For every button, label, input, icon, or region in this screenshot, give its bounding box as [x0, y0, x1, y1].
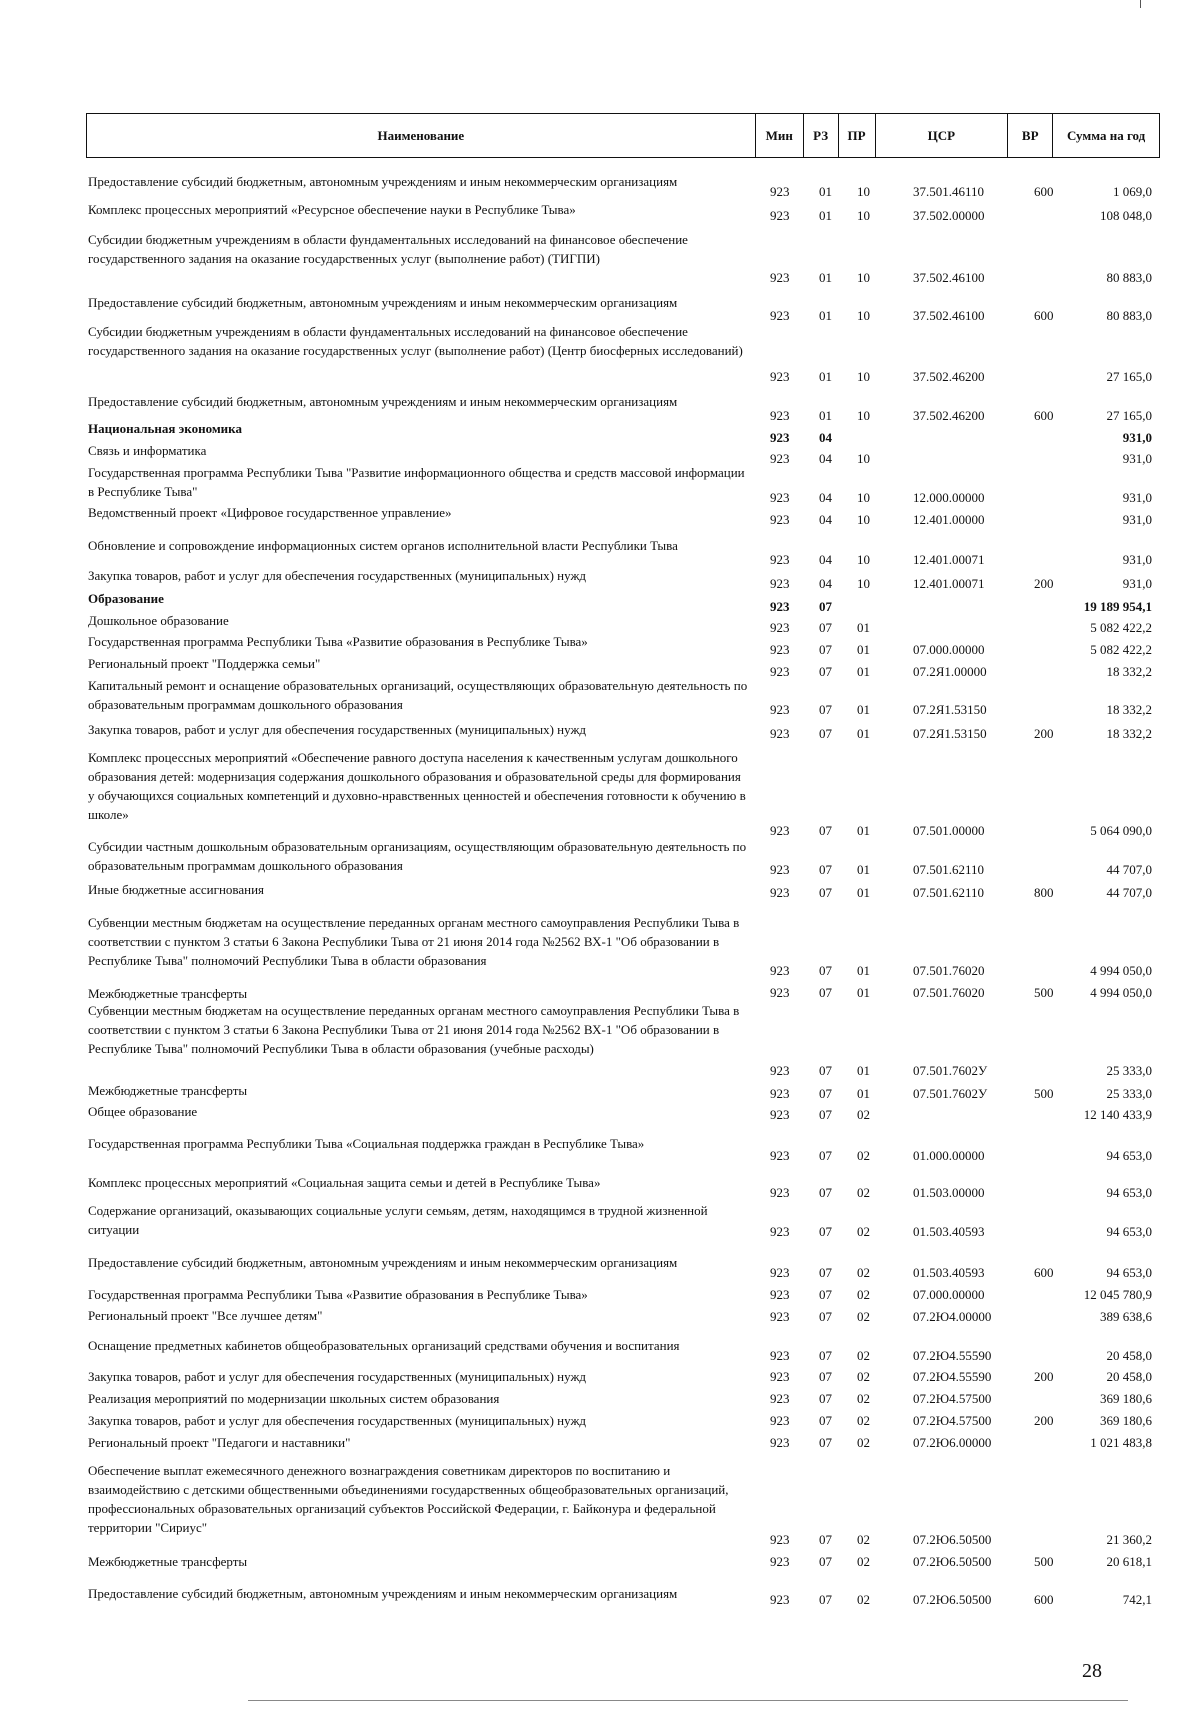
row-pr: 02 [857, 1532, 870, 1547]
row-name: Региональный проект "Все лучшее детям" [88, 1308, 323, 1323]
row-name: Комплекс процессных мероприятий «Ресурсное обеспечение науки в Республике Тыва» [88, 202, 576, 217]
row-min: 923 [770, 1063, 790, 1078]
row-csr: 07.2Ю6.00000 [913, 1435, 992, 1450]
row-rz: 07 [819, 1554, 832, 1569]
row-csr: 37.502.46200 [913, 408, 985, 423]
row-name: Дошкольное образование [88, 613, 229, 628]
row-pr: 10 [857, 408, 870, 423]
row-sum: 18 332,2 [1106, 702, 1152, 717]
row-rz: 04 [819, 490, 832, 505]
row-min: 923 [770, 1309, 790, 1324]
table-header [86, 113, 1160, 158]
row-sum: 5 064 090,0 [1090, 823, 1152, 838]
row-rz: 07 [819, 1369, 832, 1384]
row-min: 923 [770, 1391, 790, 1406]
row-pr: 01 [857, 726, 870, 741]
row-min: 923 [770, 1348, 790, 1363]
row-pr: 02 [857, 1224, 870, 1239]
row-vr: 200 [1034, 1369, 1054, 1384]
row-sum: 1 069,0 [1113, 184, 1152, 199]
row-sum: 4 994 050,0 [1090, 963, 1152, 978]
row-min: 923 [770, 885, 790, 900]
row-sum: 44 707,0 [1106, 862, 1152, 877]
row-rz: 07 [819, 702, 832, 717]
row-sum: 108 048,0 [1100, 208, 1152, 223]
header-rz: РЗ [804, 114, 839, 157]
row-min: 923 [770, 642, 790, 657]
row-pr: 10 [857, 490, 870, 505]
row-csr: 12.000.00000 [913, 490, 985, 505]
row-pr: 02 [857, 1265, 870, 1280]
row-rz: 07 [819, 862, 832, 877]
row-min: 923 [770, 408, 790, 423]
row-min: 923 [770, 308, 790, 323]
row-name: Предоставление субсидий бюджетным, автономным учреждениям и иным некоммерческим организациям [88, 1586, 678, 1601]
row-min: 923 [770, 1532, 790, 1547]
row-rz: 07 [819, 885, 832, 900]
row-csr: 07.501.76020 [913, 963, 985, 978]
row-min: 923 [770, 1435, 790, 1450]
row-sum: 931,0 [1122, 451, 1152, 466]
row-sum: 931,0 [1122, 576, 1152, 591]
row-csr: 12.401.00071 [913, 552, 985, 567]
row-min: 923 [770, 963, 790, 978]
row-csr: 07.2Я1.53150 [913, 702, 987, 717]
row-min: 923 [770, 664, 790, 679]
row-name: Реализация мероприятий по модернизации школьных систем образования [88, 1391, 500, 1406]
row-min: 923 [770, 1287, 790, 1302]
row-pr: 01 [857, 702, 870, 717]
row-rz: 04 [819, 451, 832, 466]
row-pr: 01 [857, 642, 870, 657]
row-name: Предоставление субсидий бюджетным, автономным учреждениям и иным некоммерческим организациям [88, 295, 678, 310]
row-vr: 200 [1034, 1413, 1054, 1428]
row-rz: 07 [819, 1265, 832, 1280]
row-pr: 10 [857, 184, 870, 199]
row-min: 923 [770, 985, 790, 1000]
row-rz: 04 [819, 552, 832, 567]
row-csr: 01.503.40593 [913, 1265, 985, 1280]
row-csr: 07.2Ю6.50500 [913, 1554, 992, 1569]
row-csr: 37.501.46110 [913, 184, 985, 199]
row-min: 923 [770, 512, 790, 527]
row-sum: 931,0 [1122, 552, 1152, 567]
row-pr: 01 [857, 664, 870, 679]
row-rz: 07 [819, 1532, 832, 1547]
row-rz: 07 [819, 1348, 832, 1363]
row-sum: 12 045 780,9 [1083, 1287, 1152, 1302]
row-name: Закупка товаров, работ и услуг для обеспечения государственных (муниципальных) нужд [88, 1413, 587, 1428]
row-name: Иные бюджетные ассигнования [88, 882, 265, 897]
row-name: Субсидии частным дошкольным образовательным организациям, осуществляющим образовательную деятельность по образовательным программам дошкольного образования [88, 839, 747, 873]
header-name: Наименование [87, 114, 756, 157]
row-rz: 07 [819, 726, 832, 741]
row-pr: 02 [857, 1348, 870, 1363]
row-vr: 200 [1034, 726, 1054, 741]
row-rz: 07 [819, 1063, 832, 1078]
row-rz: 07 [819, 985, 832, 1000]
row-min: 923 [770, 1554, 790, 1569]
row-sum: 1 021 483,8 [1090, 1435, 1152, 1450]
row-vr: 200 [1034, 576, 1054, 591]
row-csr: 07.2Ю4.55590 [913, 1348, 992, 1363]
row-vr: 600 [1034, 408, 1054, 423]
row-rz: 07 [819, 1413, 832, 1428]
row-min: 923 [770, 576, 790, 591]
row-csr: 07.501.00000 [913, 823, 985, 838]
row-csr: 37.502.46100 [913, 308, 985, 323]
row-name: Образование [88, 591, 164, 606]
row-name: Общее образование [88, 1104, 198, 1119]
row-rz: 01 [819, 270, 832, 285]
row-name: Государственная программа Республики Тыва "Развитие информационного общества и средств массовой информации в Республике Тыва" [88, 465, 745, 499]
row-pr: 02 [857, 1148, 870, 1163]
row-csr: 07.501.7602У [913, 1063, 988, 1078]
row-min: 923 [770, 862, 790, 877]
row-min: 923 [770, 726, 790, 741]
row-pr: 10 [857, 270, 870, 285]
row-rz: 01 [819, 408, 832, 423]
row-csr: 01.000.00000 [913, 1148, 985, 1163]
row-sum: 931,0 [1122, 430, 1152, 445]
row-rz: 07 [819, 1148, 832, 1163]
row-vr: 600 [1034, 1265, 1054, 1280]
row-vr: 600 [1034, 184, 1054, 199]
row-name: Закупка товаров, работ и услуг для обеспечения государственных (муниципальных) нужд [88, 722, 587, 737]
row-csr: 12.401.00071 [913, 576, 985, 591]
row-name: Предоставление субсидий бюджетным, автономным учреждениям и иным некоммерческим организациям [88, 174, 678, 189]
row-csr: 07.501.7602У [913, 1086, 988, 1101]
row-rz: 07 [819, 620, 832, 635]
row-sum: 20 458,0 [1106, 1348, 1152, 1363]
row-rz: 07 [819, 1309, 832, 1324]
row-rz: 07 [819, 963, 832, 978]
row-name: Связь и информатика [88, 443, 207, 458]
row-sum: 27 165,0 [1106, 408, 1152, 423]
row-csr: 01.503.40593 [913, 1224, 985, 1239]
row-pr: 10 [857, 576, 870, 591]
row-pr: 02 [857, 1287, 870, 1302]
row-rz: 07 [819, 664, 832, 679]
row-name: Региональный проект "Педагоги и наставники" [88, 1435, 351, 1450]
row-pr: 10 [857, 369, 870, 384]
row-rz: 01 [819, 208, 832, 223]
row-min: 923 [770, 490, 790, 505]
row-rz: 07 [819, 1107, 832, 1122]
row-pr: 10 [857, 208, 870, 223]
row-sum: 742,1 [1122, 1592, 1152, 1607]
row-min: 923 [770, 270, 790, 285]
row-name: Субвенции местным бюджетам на осуществление переданных органам местного самоуправления Республики Тыва в соответствии с пунктом 3 статьи 6 Закона Республики Тыва от 21 июня 2014 года №2562 ВХ-1 "Об образовании в Республике Тыва" полномочий Республики Тыва в области образования [88, 915, 740, 968]
row-name: Субсидии бюджетным учреждениям в области фундаментальных исследований на финансовое обеспечение государственного задания на оказание государственных услуг (выполнение работ) (ТИГПИ) [88, 232, 688, 266]
row-pr: 01 [857, 985, 870, 1000]
row-csr: 07.2Я1.00000 [913, 664, 987, 679]
scan-edge-mark [1140, 0, 1141, 8]
row-vr: 800 [1034, 885, 1054, 900]
row-min: 923 [770, 1592, 790, 1607]
row-csr: 07.2Я1.53150 [913, 726, 987, 741]
row-rz: 04 [819, 430, 832, 445]
row-csr: 07.2Ю4.57500 [913, 1391, 992, 1406]
row-rz: 04 [819, 576, 832, 591]
row-csr: 07.000.00000 [913, 1287, 985, 1302]
row-rz: 01 [819, 308, 832, 323]
row-sum: 931,0 [1122, 490, 1152, 505]
row-name: Межбюджетные трансферты [88, 986, 248, 1001]
row-vr: 500 [1034, 1554, 1054, 1569]
row-sum: 931,0 [1122, 512, 1152, 527]
header-pr: ПР [839, 114, 876, 157]
row-csr: 07.501.62110 [913, 885, 985, 900]
row-sum: 18 332,2 [1106, 664, 1152, 679]
row-rz: 07 [819, 642, 832, 657]
row-name: Национальная экономика [88, 421, 242, 436]
row-pr: 01 [857, 885, 870, 900]
row-name: Оснащение предметных кабинетов общеобразовательных организаций средствами обучения и воспитания [88, 1338, 680, 1353]
row-sum: 80 883,0 [1106, 308, 1152, 323]
row-min: 923 [770, 1265, 790, 1280]
row-min: 923 [770, 552, 790, 567]
row-name: Содержание организаций, оказывающих социальные услуги семьям, детям, находящимся в трудной жизненной ситуации [88, 1203, 708, 1237]
scan-edge-line [248, 1700, 1128, 1701]
row-min: 923 [770, 702, 790, 717]
row-csr: 07.2Ю4.55590 [913, 1369, 992, 1384]
row-pr: 10 [857, 451, 870, 466]
row-min: 923 [770, 208, 790, 223]
row-rz: 01 [819, 369, 832, 384]
row-csr: 37.502.00000 [913, 208, 985, 223]
row-rz: 07 [819, 1435, 832, 1450]
row-csr: 07.501.76020 [913, 985, 985, 1000]
row-vr: 500 [1034, 985, 1054, 1000]
row-min: 923 [770, 599, 790, 614]
row-name: Капитальный ремонт и оснащение образовательных организаций, осуществляющих образовательную деятельность по образовательным программам дошкольного образования [88, 678, 748, 712]
row-csr: 07.2Ю6.50500 [913, 1592, 992, 1607]
row-name: Комплекс процессных мероприятий «Социальная защита семьи и детей в Республике Тыва» [88, 1175, 601, 1190]
row-name: Обеспечение выплат ежемесячного денежного вознаграждения советникам директоров по воспитанию и взаимодействию с детскими общественными объединениями государственных общеобразовательных организаций, профессиональных образовательных организаций субъектов Российской Федерации, г. Байконура и федеральной территории "Сириус" [88, 1463, 729, 1535]
row-sum: 5 082 422,2 [1090, 620, 1152, 635]
row-pr: 10 [857, 552, 870, 567]
row-csr: 37.502.46100 [913, 270, 985, 285]
row-rz: 04 [819, 512, 832, 527]
row-sum: 20 618,1 [1106, 1554, 1152, 1569]
header-vr: ВР [1008, 114, 1053, 157]
row-name: Региональный проект "Поддержка семьи" [88, 656, 321, 671]
row-rz: 01 [819, 184, 832, 199]
row-csr: 07.000.00000 [913, 642, 985, 657]
row-pr: 02 [857, 1435, 870, 1450]
row-sum: 25 333,0 [1106, 1086, 1152, 1101]
row-rz: 07 [819, 1287, 832, 1302]
row-vr: 600 [1034, 308, 1054, 323]
row-sum: 94 653,0 [1106, 1265, 1152, 1280]
row-sum: 5 082 422,2 [1090, 642, 1152, 657]
row-min: 923 [770, 620, 790, 635]
row-sum: 4 994 050,0 [1090, 985, 1152, 1000]
row-min: 923 [770, 1107, 790, 1122]
row-csr: 12.401.00000 [913, 512, 985, 527]
row-rz: 07 [819, 1391, 832, 1406]
row-sum: 369 180,6 [1100, 1391, 1152, 1406]
row-min: 923 [770, 1086, 790, 1101]
row-pr: 01 [857, 862, 870, 877]
row-min: 923 [770, 184, 790, 199]
header-sum: Сумма на год [1066, 127, 1146, 143]
row-csr: 37.502.46200 [913, 369, 985, 384]
row-sum: 18 332,2 [1106, 726, 1152, 741]
row-name: Закупка товаров, работ и услуг для обеспечения государственных (муниципальных) нужд [88, 568, 587, 583]
row-pr: 02 [857, 1592, 870, 1607]
row-sum: 25 333,0 [1106, 1063, 1152, 1078]
row-name: Государственная программа Республики Тыва «Социальная поддержка граждан в Республике Тыва» [88, 1136, 645, 1151]
row-rz: 07 [819, 1086, 832, 1101]
row-name: Закупка товаров, работ и услуг для обеспечения государственных (муниципальных) нужд [88, 1369, 587, 1384]
row-pr: 10 [857, 308, 870, 323]
row-pr: 02 [857, 1413, 870, 1428]
row-sum: 20 458,0 [1106, 1369, 1152, 1384]
row-name: Субсидии бюджетным учреждениям в области фундаментальных исследований на финансовое обеспечение государственного задания на оказание государственных услуг (выполнение работ) (Центр биосферных исследований) [88, 324, 743, 358]
row-pr: 02 [857, 1309, 870, 1324]
page-number: 28 [1082, 1660, 1102, 1682]
row-min: 923 [770, 430, 790, 445]
row-csr: 01.503.00000 [913, 1185, 985, 1200]
row-rz: 07 [819, 599, 832, 614]
row-name: Ведомственный проект «Цифровое государственное управление» [88, 505, 452, 520]
row-pr: 01 [857, 963, 870, 978]
row-min: 923 [770, 1413, 790, 1428]
row-pr: 02 [857, 1554, 870, 1569]
row-pr: 02 [857, 1107, 870, 1122]
row-name: Государственная программа Республики Тыва «Развитие образования в Республике Тыва» [88, 634, 588, 649]
row-sum: 21 360,2 [1106, 1532, 1152, 1547]
row-min: 923 [770, 1185, 790, 1200]
row-pr: 01 [857, 823, 870, 838]
row-csr: 07.2Ю4.57500 [913, 1413, 992, 1428]
row-name: Межбюджетные трансферты [88, 1554, 248, 1569]
row-sum: 27 165,0 [1106, 369, 1152, 384]
row-min: 923 [770, 369, 790, 384]
row-rz: 07 [819, 1185, 832, 1200]
row-name: Предоставление субсидий бюджетным, автономным учреждениям и иным некоммерческим организациям [88, 394, 678, 409]
row-sum: 94 653,0 [1106, 1224, 1152, 1239]
row-min: 923 [770, 823, 790, 838]
row-vr: 600 [1034, 1592, 1054, 1607]
header-csr: ЦСР [876, 114, 1009, 157]
row-csr: 07.501.62110 [913, 862, 985, 877]
row-name: Комплекс процессных мероприятий «Обеспечение равного доступа населения к качественным услугам дошкольного образования детей: модернизация содержания дошкольного образования и образовательной среды для формирования у обучающихся социальных компетенций и духовно-нравственных ценностей и обеспечения готовности к обучению в школе» [88, 750, 746, 822]
row-rz: 07 [819, 1224, 832, 1239]
row-pr: 01 [857, 620, 870, 635]
row-sum: 94 653,0 [1106, 1148, 1152, 1163]
row-sum: 44 707,0 [1106, 885, 1152, 900]
row-pr: 10 [857, 512, 870, 527]
row-name: Государственная программа Республики Тыва «Развитие образования в Республике Тыва» [88, 1287, 588, 1302]
row-rz: 07 [819, 1592, 832, 1607]
row-pr: 02 [857, 1369, 870, 1384]
row-sum: 19 189 954,1 [1083, 599, 1152, 614]
row-min: 923 [770, 451, 790, 466]
row-sum: 94 653,0 [1106, 1185, 1152, 1200]
row-name: Межбюджетные трансферты [88, 1083, 248, 1098]
row-name: Обновление и сопровождение информационных систем органов исполнительной власти Республики Тыва [88, 538, 678, 553]
row-name: Субвенции местным бюджетам на осуществление переданных органам местного самоуправления Республики Тыва в соответствии с пунктом 3 статьи 6 Закона Республики Тыва от 21 июня 2014 года №2562 ВХ-1 "Об образовании в Республике Тыва" полномочий Республики Тыва в области образования (учебные расходы) [88, 1003, 740, 1056]
row-pr: 01 [857, 1063, 870, 1078]
row-vr: 500 [1034, 1086, 1054, 1101]
row-csr: 07.2Ю6.50500 [913, 1532, 992, 1547]
row-sum: 12 140 433,9 [1083, 1107, 1152, 1122]
row-rz: 07 [819, 823, 832, 838]
row-pr: 02 [857, 1391, 870, 1406]
row-sum: 80 883,0 [1106, 270, 1152, 285]
row-csr: 07.2Ю4.00000 [913, 1309, 992, 1324]
row-pr: 01 [857, 1086, 870, 1101]
header-min: Мин [756, 114, 804, 157]
row-pr: 02 [857, 1185, 870, 1200]
row-min: 923 [770, 1369, 790, 1384]
row-name: Предоставление субсидий бюджетным, автономным учреждениям и иным некоммерческим организациям [88, 1255, 678, 1270]
row-sum: 389 638,6 [1100, 1309, 1152, 1324]
row-min: 923 [770, 1224, 790, 1239]
row-min: 923 [770, 1148, 790, 1163]
row-sum: 369 180,6 [1100, 1413, 1152, 1428]
